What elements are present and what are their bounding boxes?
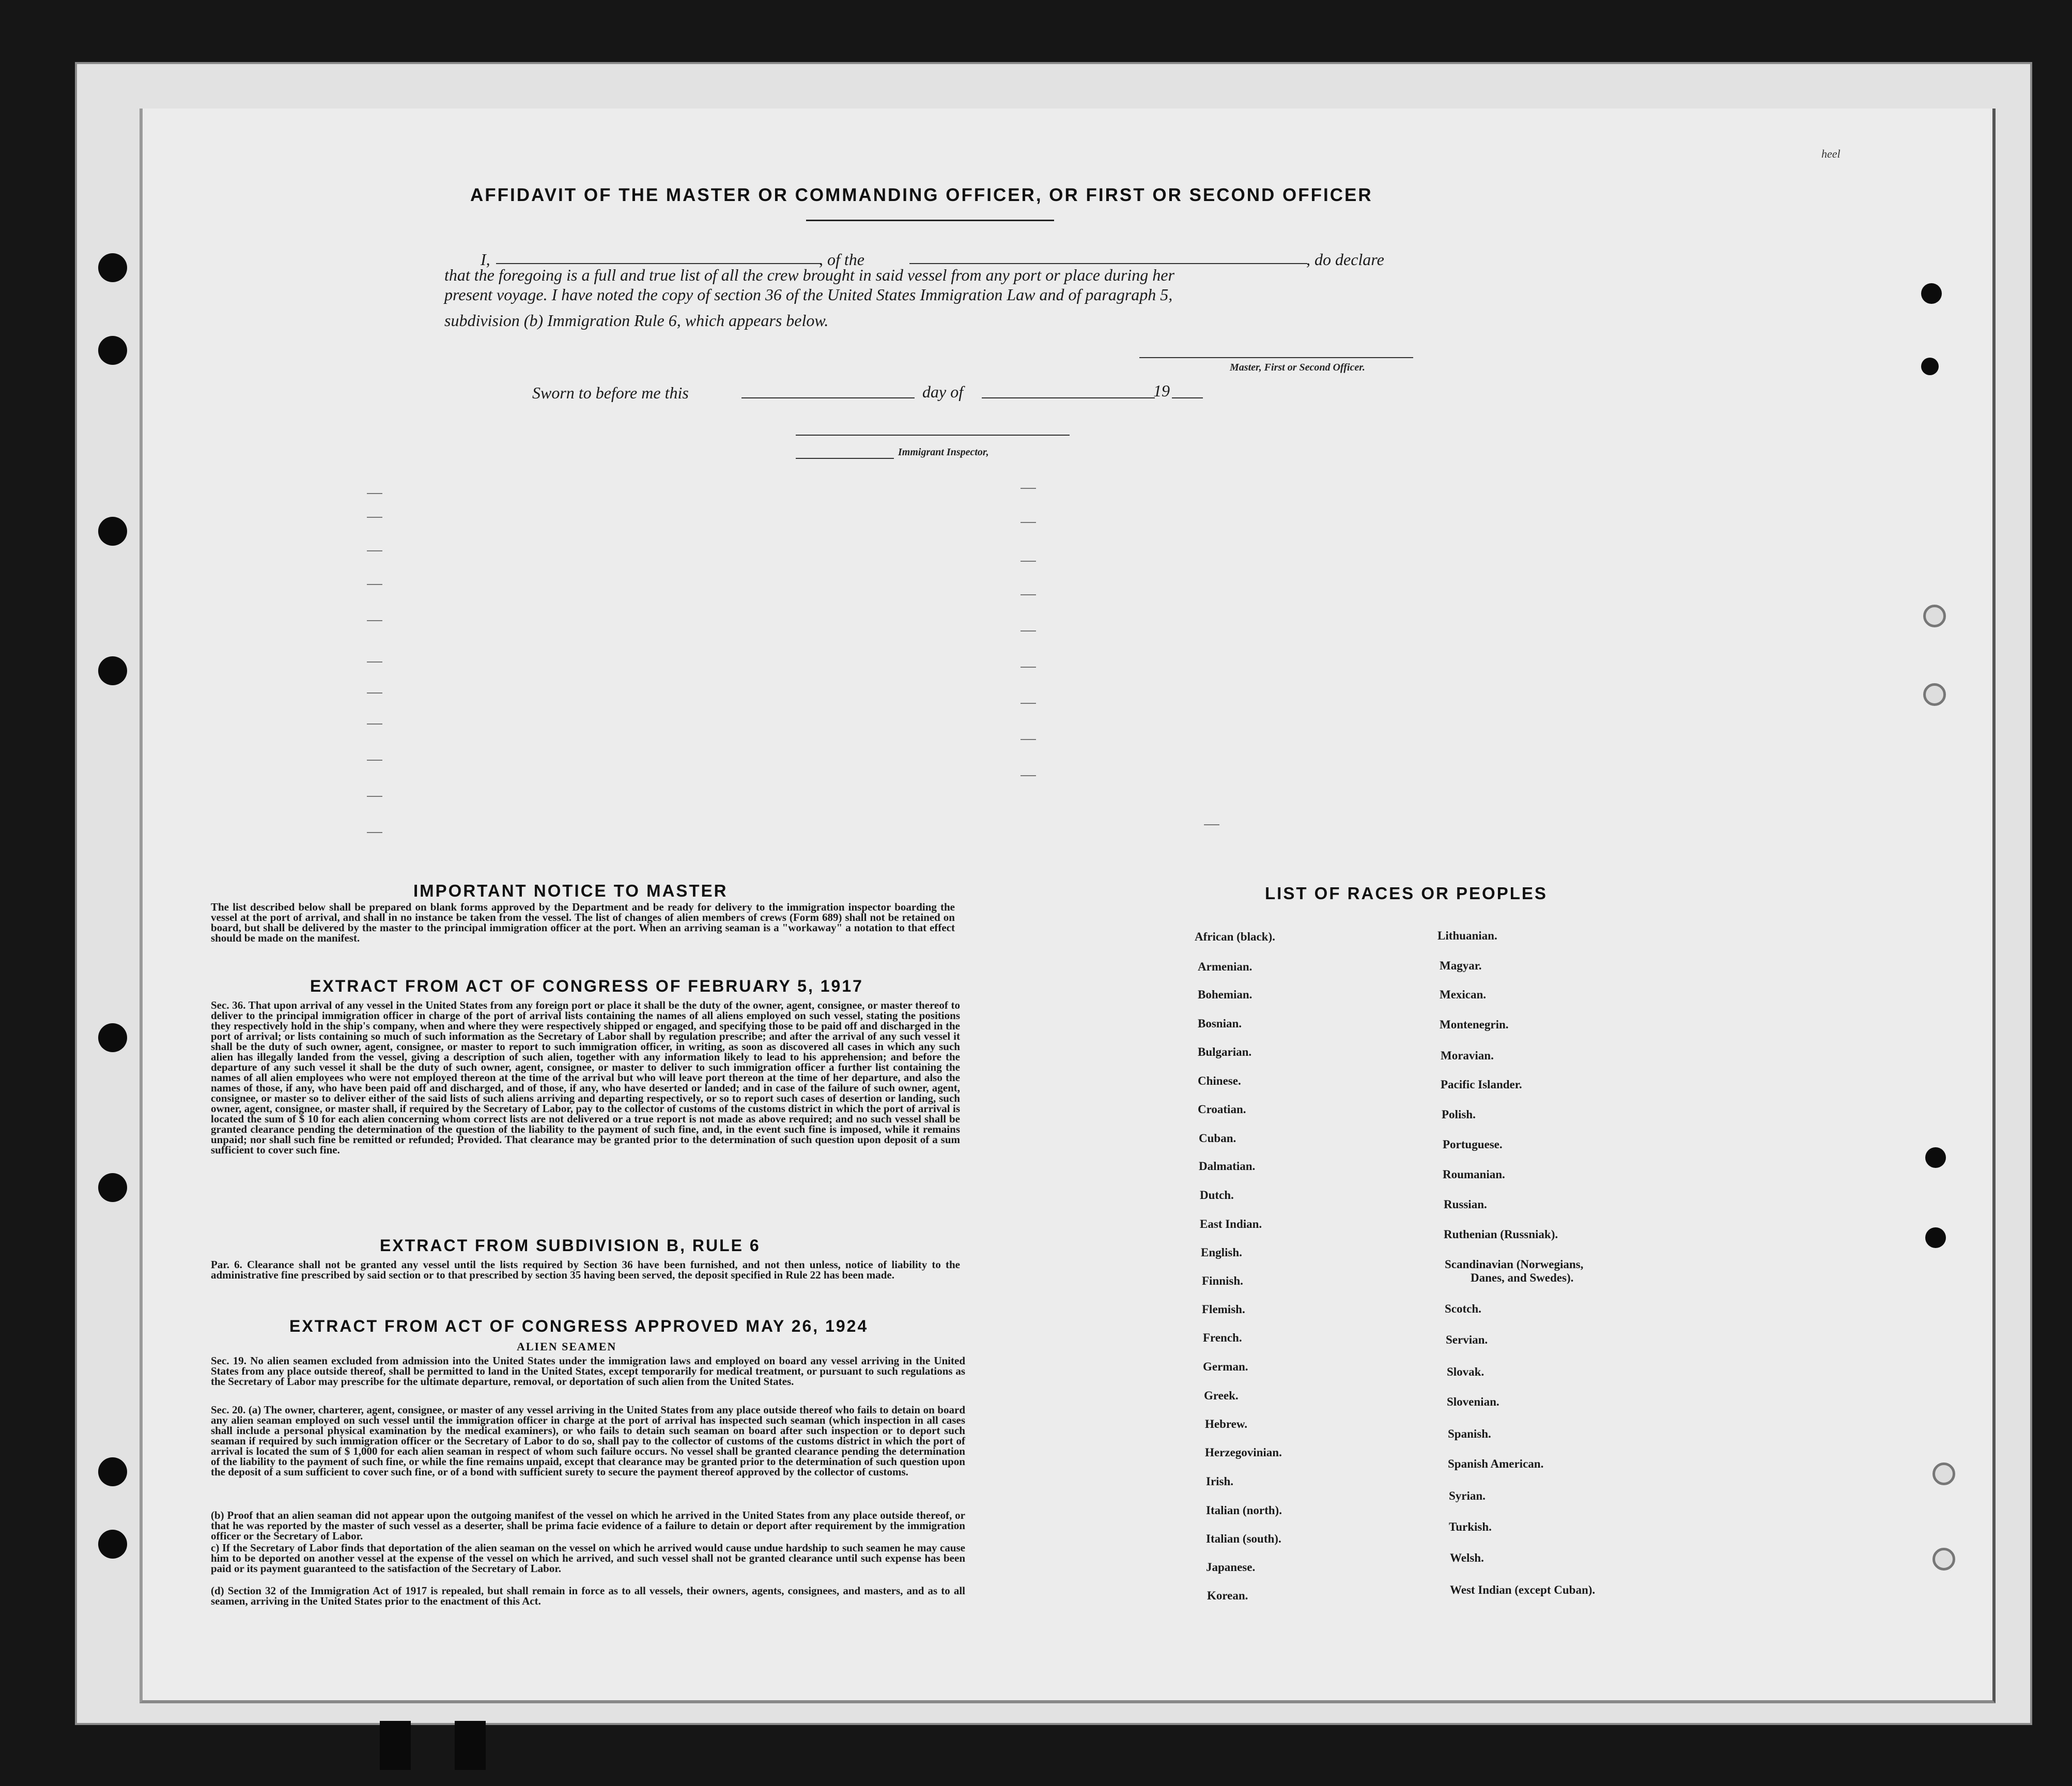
column-dash (367, 661, 382, 663)
race-item: African (black). (1195, 930, 1275, 943)
race-item: Russian. (1444, 1198, 1487, 1211)
race-item: Hebrew. (1205, 1418, 1247, 1430)
race-item: Portuguese. (1443, 1138, 1503, 1151)
race-item: Slovak. (1447, 1365, 1485, 1378)
race-item: Magyar. (1440, 959, 1482, 972)
column-dash (1020, 594, 1036, 595)
binder-hole (98, 517, 127, 546)
affidavit-i: I, (481, 250, 490, 269)
race-item: Ruthenian (Russniak). (1444, 1228, 1558, 1241)
race-item: Montenegrin. (1440, 1018, 1509, 1031)
race-item: Korean. (1207, 1589, 1248, 1602)
column-dash (367, 620, 382, 621)
binding-tab (455, 1721, 486, 1770)
race-item: Slovenian. (1447, 1395, 1499, 1408)
race-item: Dutch. (1200, 1189, 1234, 1202)
corner-mark: heel (1821, 147, 1841, 160)
sec20b-body: (b) Proof that an alien seaman did not appear upon the outgoing manifest of the vessel on which he arrived in the United States from any place outside thereof, or that he was reported by the master of such vessel as a deserter, shall be prima facie evidence of a failure to detain or deport after requirement by the immigration officer or the Secretary of Labor. (211, 1509, 965, 1542)
race-item: Irish. (1206, 1475, 1234, 1488)
binder-hole (1925, 1147, 1946, 1168)
rule6-title: EXTRACT FROM SUBDIVISION B, RULE 6 (380, 1236, 761, 1255)
race-item: Bosnian. (1198, 1017, 1242, 1030)
race-item: East Indian. (1200, 1218, 1262, 1230)
vessel-blank (909, 263, 1307, 264)
master-label: Master, First or Second Officer. (1230, 362, 1365, 373)
column-dash (1204, 824, 1219, 825)
binder-hole (1923, 605, 1946, 627)
title-rule (806, 220, 1054, 221)
affidavit-declare: , do declare (1306, 250, 1384, 269)
binder-hole (1932, 1462, 1955, 1485)
year-blank (1172, 397, 1203, 398)
race-item: Croatian. (1198, 1103, 1246, 1116)
column-dash (367, 550, 382, 551)
race-item: Syrian. (1449, 1489, 1486, 1502)
binder-hole (1921, 283, 1942, 304)
column-dash (1020, 775, 1036, 776)
affidavit-line4: subdivision (b) Immigration Rule 6, which appears below. (444, 311, 829, 330)
race-item: Moravian. (1441, 1049, 1494, 1062)
column-dash (1020, 630, 1036, 632)
column-dash (1020, 739, 1036, 740)
extract-1917-title: EXTRACT FROM ACT OF CONGRESS OF FEBRUARY 5, 1917 (310, 977, 863, 995)
sec20c-body: c) If the Secretary of Labor finds that deportation of the alien seaman on the vessel on which he arrived would cause undue hardship to such seamen he may cause him to be deported on another vessel at the expense of the vessel on which he arrived, and such vessel shall not be granted clearance until such expense has been paid or its payment guaranteed to the satisfaction of the Secretary of Labor. (211, 1542, 965, 1575)
races-title: LIST OF RACES OR PEOPLES (1265, 884, 1548, 903)
race-item: Finnish. (1202, 1274, 1243, 1287)
binder-hole (98, 1530, 127, 1559)
column-dash (367, 760, 382, 761)
binder-hole (98, 253, 127, 282)
binder-hole (98, 656, 127, 685)
affidavit-title: AFFIDAVIT OF THE MASTER OR COMMANDING OFFICER, OR FIRST OR SECOND OFFICER (470, 185, 1373, 205)
race-item: Pacific Islander. (1441, 1078, 1522, 1091)
race-item: Scotch. (1445, 1302, 1481, 1315)
sec19-body: Sec. 19. No alien seamen excluded from admission into the United States under the immigration laws and employed on board any vessel arriving in the United States from any place outside thereof, shall be permitted to land in the United States, except temporarily for medical treatment, or pursuant to such regulations as the Secretary of Labor may prescribe for the ultimate departure, removal, or deportation of such alien from the United States. (211, 1354, 965, 1388)
race-item: Italian (south). (1206, 1532, 1281, 1545)
race-item: Herzegovinian. (1205, 1446, 1282, 1459)
extract-1917-body: Sec. 36. That upon arrival of any vessel in the United States from any foreign port or place it shall be the duty of the owner, agent, consignee, or master thereof to deliver to the principal immigration officer in charge of the port of arrival lists containing the names of all aliens employed on such vessel, stating the positions they respectively hold in the ship's company, when and where they were respectively shipped or engaged, and specifying those to be paid off and discharged in the port of arrival; or lists containing so much of such information as the Secretary of Labor shall by regulation prescribe; and after the arrival of any such vessel it shall be the duty of such owner, agent, consignee, or master to report to such immigration officer, in writing, as soon as discovered all cases in which any such alien has illegally landed from the vessel, giving a description of such alien, together with any information likely to lead to his apprehension; and before the departure of any such vessel it shall be the duty of such owner, agent, consignee, or master to deliver to such immigration officer a further list containing the names of all alien employees who were not employed thereon at the time of the arrival but who will leave port thereon at the time of her departure, and also the names of those, if any, who have been paid off and discharged, and of those, if any, who have deserted or landed; and in case of the failure of such owner, agent, consignee, or master so to deliver either of the said lists of such aliens arriving and departing respectively, or so to report such cases of desertion or landing, such owner, agent, consignee, or master shall, if required by the Secretary of Labor, pay to the collector of customs of the customs district in which the port of arrival is located the sum of $ 10 for each alien concerning whom correct lists are not delivered or a true report is not made as above required; and no such vessel shall be granted clearance pending the determination of the question of the liability to the payment of such fine, and, in the event such fine is imposed, while it remains unpaid; nor shall such fine be remitted or refunded; Provided. That clearance may be granted prior to the determination of such question upon deposit of a sum sufficient to cover such fine. (211, 999, 960, 1156)
binder-hole (98, 1457, 127, 1486)
sec20a-body: Sec. 20. (a) The owner, charterer, agent, consignee, or master of any vessel arriving in the United States from any place outside thereof who fails to detain on board any alien seaman employed on such vessel until the immigration officer in charge at the port of arrival has inspected such seaman (which inspection in all cases shall include a personal physical examination by the medical examiners), or who fails to detain such seaman on board after such inspection or to deport such seaman if required by such immigration officer or the Secretary of Labor to do so, shall pay to the collector of customs of the customs district in which the port of arrival is located the sum of $ 1,000 for each alien seaman in respect of whom such failure occurs. No vessel shall be granted clearance pending the determination of the liability to the payment of such fine, or while the fine remains unpaid, except that clearance may be granted prior to the determination of such question upon the deposit of a sum sufficient to cover such fine, or of a bond with sufficient surety to secure the payment thereof approved by the collector of customs. (211, 1404, 965, 1478)
race-item: Roumanian. (1443, 1168, 1505, 1181)
binder-hole (98, 1173, 127, 1202)
race-item: Bohemian. (1198, 988, 1253, 1001)
race-item: Bulgarian. (1198, 1045, 1252, 1058)
inspector-name-blank (796, 457, 894, 459)
affidavit-line2: that the foregoing is a full and true list of all the crew brought in said vessel from any port or place during her (444, 266, 1174, 284)
column-dash (367, 796, 382, 797)
race-item: Chinese. (1198, 1074, 1241, 1087)
race-item: English. (1201, 1246, 1242, 1259)
race-item: Danes, and Swedes). (1471, 1271, 1574, 1284)
race-item: Greek. (1204, 1389, 1239, 1402)
sworn-text: Sworn to before me this (532, 383, 689, 402)
race-item: Lithuanian. (1437, 929, 1497, 942)
race-item: Italian (north). (1206, 1504, 1282, 1517)
name-blank (496, 263, 822, 264)
inspector-label: Immigrant Inspector, (898, 446, 989, 458)
race-item: German. (1203, 1360, 1248, 1373)
race-item: Spanish. (1448, 1427, 1491, 1440)
column-dash (367, 584, 382, 585)
race-item: West Indian (except Cuban). (1450, 1583, 1596, 1596)
sec20d-body: (d) Section 32 of the Immigration Act of 1917 is repealed, but shall remain in force as to all vessels, their owners, agents, consignees, and masters, and as to all seamen, arriving in the United States prior to the enactment of this Act. (211, 1584, 965, 1607)
notice-title: IMPORTANT NOTICE TO MASTER (413, 881, 728, 900)
binder-hole (1921, 358, 1939, 375)
column-dash (367, 493, 382, 494)
race-item: Armenian. (1198, 960, 1253, 973)
binder-hole (1923, 683, 1946, 706)
column-dash (1020, 561, 1036, 562)
day-of-text: day of (922, 382, 964, 401)
inspector-line (796, 434, 1070, 436)
race-item: Japanese. (1206, 1561, 1256, 1574)
column-dash (367, 692, 382, 694)
sworn-blank (741, 397, 915, 398)
race-item: Dalmatian. (1199, 1160, 1256, 1173)
race-item: Cuban. (1199, 1132, 1236, 1145)
race-item: Polish. (1442, 1108, 1476, 1121)
extract-1924-title: EXTRACT FROM ACT OF CONGRESS APPROVED MAY 26, 1924 (289, 1317, 869, 1335)
alien-seamen-label: ALIEN SEAMEN (517, 1340, 617, 1353)
race-item: Spanish American. (1448, 1457, 1544, 1470)
column-dash (367, 517, 382, 518)
binder-hole (98, 1023, 127, 1052)
race-item: Scandinavian (Norwegians, (1445, 1258, 1584, 1271)
master-signature-line (1139, 357, 1413, 358)
binder-hole (1925, 1227, 1946, 1248)
column-dash (367, 723, 382, 725)
column-dash (1020, 703, 1036, 704)
column-dash (1020, 488, 1036, 489)
affidavit-line3: present voyage. I have noted the copy of section 36 of the United States Immigration Law and of paragraph 5, (444, 285, 1173, 304)
column-dash (1020, 667, 1036, 668)
notice-body: The list described below shall be prepared on blank forms approved by the Department and be ready for delivery to the immigration inspector boarding the vessel at the port of arrival, and shall in no instance be taken from the vessel. The list of changes of alien members of crews (Form 689) shall not be retained on board, but shall be delivered by the master to the principal immigration officer at the port. When an arriving seaman is a "workaway" a notation to that effect should be made on the manifest. (211, 901, 955, 944)
day-blank (982, 397, 1155, 398)
race-item: French. (1203, 1331, 1242, 1344)
affidavit-of-the: , of the (819, 250, 864, 269)
year-prefix: 19 (1153, 381, 1170, 400)
rule6-body: Par. 6. Clearance shall not be granted any vessel until the lists required by Section 36 have been furnished, and not then unless, notice of liability to the administrative fine prescribed by said section or to that prescribed by section 35 having been served, the deposit specified in Rule 22 has been made. (211, 1258, 960, 1281)
binder-hole (1932, 1548, 1955, 1571)
race-item: Turkish. (1449, 1520, 1492, 1533)
race-item: Mexican. (1440, 988, 1487, 1001)
column-dash (367, 832, 382, 833)
column-dash (1020, 522, 1036, 523)
binder-hole (98, 336, 127, 365)
binding-tab (380, 1721, 411, 1770)
race-item: Welsh. (1450, 1551, 1484, 1564)
race-item: Servian. (1446, 1333, 1488, 1346)
race-item: Flemish. (1202, 1303, 1245, 1316)
